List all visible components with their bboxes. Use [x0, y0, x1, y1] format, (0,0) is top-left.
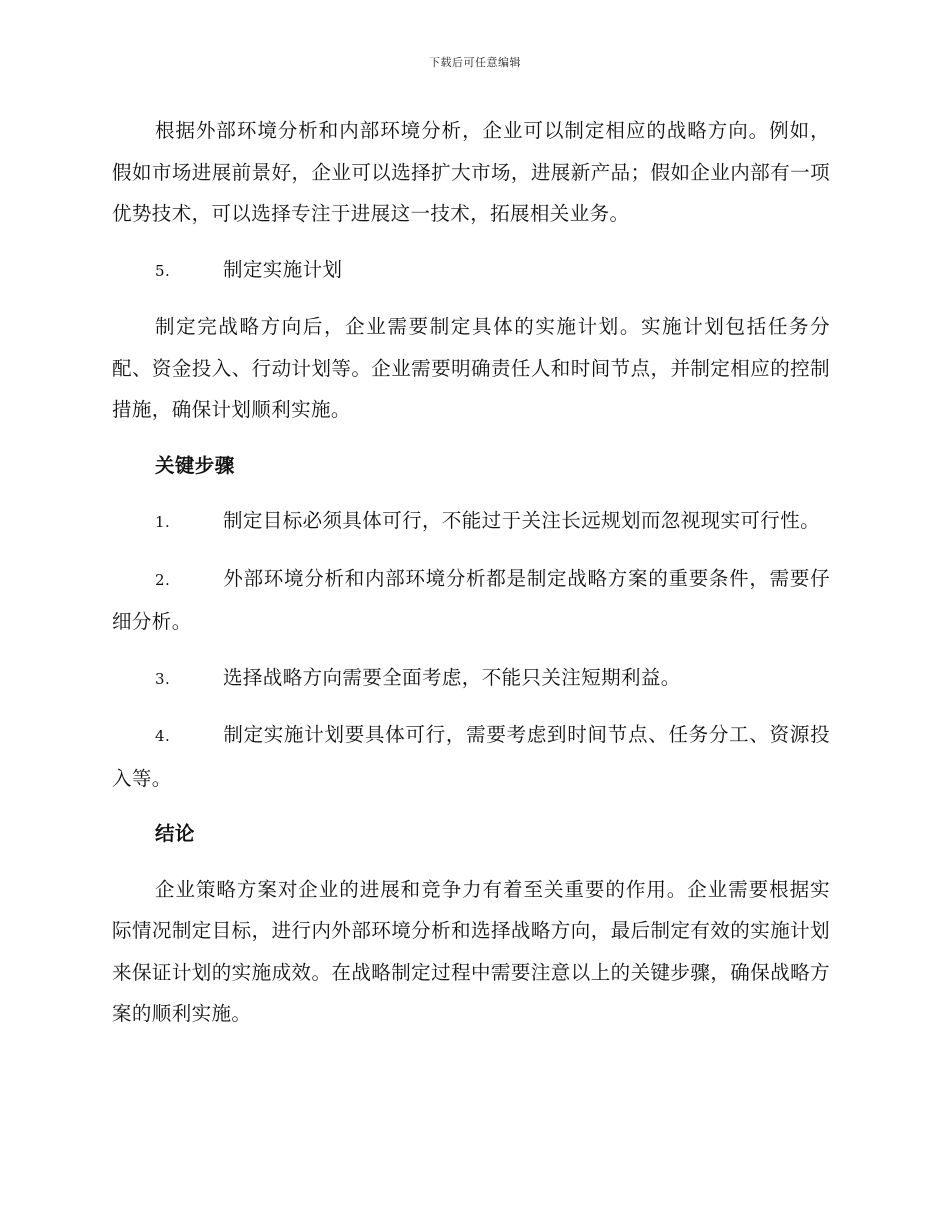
list-number: 4.: [155, 727, 171, 745]
paragraph-implementation: 制定完战略方向后，企业需要制定具体的实施计划。实施计划包括任务分配、资金投入、行动计划等。企业需要明确责任人和时间节点，并制定相应的控制措施，确保计划顺利实施。: [112, 315, 830, 421]
list-item-step-1: [112, 500, 830, 544]
list-number: 5.: [155, 261, 171, 280]
section-heading-conclusion: 结论: [155, 822, 195, 845]
list-item-text: 制定实施计划要具体可行，需要考虑到时间节点、任务分工、资源投入等。: [112, 723, 830, 790]
list-item-step-3: [112, 657, 830, 701]
list-item-text: 制定目标必须具体可行，不能过于关注长远规划而忽视现实可行性。: [223, 509, 821, 532]
list-item-text: 选择战略方向需要全面考虑，不能只关注短期利益。: [223, 665, 681, 689]
list-item-step-2: [112, 558, 830, 643]
section-heading-key-steps: 关键步骤: [155, 453, 235, 477]
list-item-step-4: [112, 714, 830, 799]
document-body: [112, 110, 830, 1049]
list-item-text: 制定实施计划: [223, 257, 343, 281]
list-number: 2.: [155, 570, 171, 589]
page-header: 下载后可任意编辑: [429, 56, 521, 69]
list-number: 1.: [155, 513, 171, 531]
list-number: 3.: [155, 669, 171, 688]
paragraph-conclusion: 企业策略方案对企业的进展和竞争力有着至关重要的作用。企业需要根据实际情况制定目标，进行内外部环境分析和选择战略方向，最后制定有效的实施计划来保证计划的实施成效。在战略制定过程中需要注意以上的关键步骤，确保战略方案的顺利实施。: [112, 877, 830, 1025]
list-item-implementation-plan: [112, 249, 830, 293]
paragraph-strategy-direction: 根据外部环境分析和内部环境分析，企业可以制定相应的战略方向。例如，假如市场进展前景好，企业可以选择扩大市场，进展新产品；假如企业内部有一项优势技术，可以选择专注于进展这一技术，拓展相关业务。: [112, 119, 830, 225]
list-item-text: 外部环境分析和内部环境分析都是制定战略方案的重要条件，需要仔细分析。: [112, 566, 830, 633]
